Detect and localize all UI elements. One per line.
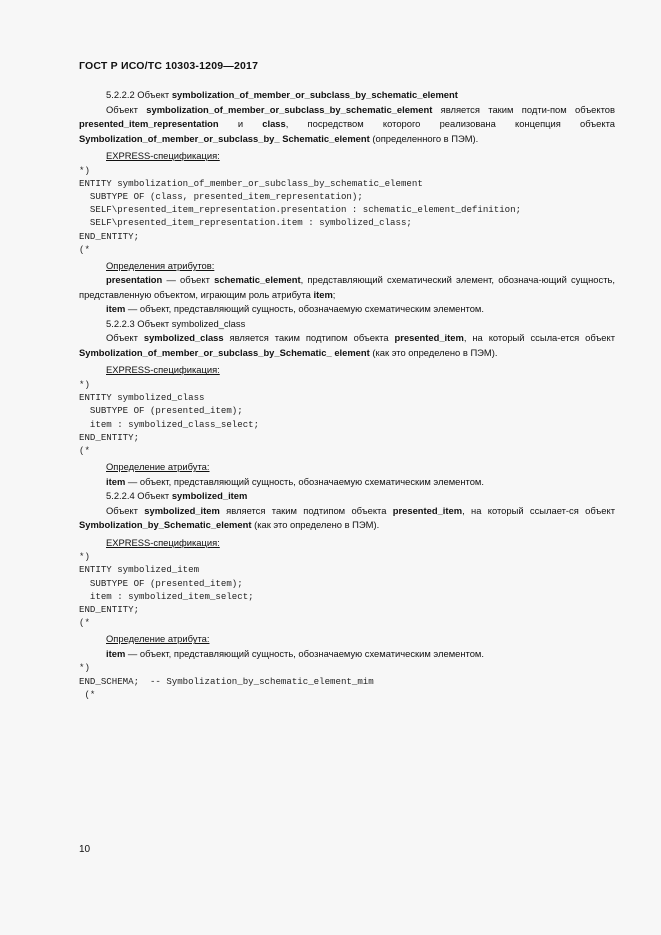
attributes-label: Определения атрибутов: xyxy=(106,259,215,271)
attribute-definition: item — объект, представляющий сущность, обозначаемую схематическим элементом. xyxy=(106,475,484,487)
attribute-definition: item — объект, представляющий сущность, обозначаемую схематическим элементом. xyxy=(106,647,484,659)
heading-text: 5.2.2.2 Объект xyxy=(106,89,172,100)
end-schema-code: *) END_SCHEMA; -- Symbolization_by_schematic_element_mim (* xyxy=(79,662,374,700)
section-heading: 5.2.2.4 Объект symbolized_item xyxy=(106,490,248,502)
paragraph: Объект symbolization_of_member_or_subclass_by_schematic_element является таким подти-пом объектов presented_item_representation и class, посредством которого реализована концепция объекта Symbolization_of_member_or_subclass_by_ Schematic_element (определенного в ПЭМ). xyxy=(79,103,615,144)
section-heading xyxy=(79,88,615,103)
attributes-label: Определение атрибута: xyxy=(106,461,210,473)
attributes-label: Определение атрибута: xyxy=(106,633,210,645)
attribute-definition: presentation — объект schematic_element, представляющий схематический элемент, обознача-ющий сущность, представленную объектом, играющим роль атрибута item; xyxy=(79,274,615,300)
express-code: *) ENTITY symbolized_class SUBTYPE OF (presented_item); item : symbolized_class_select; END_ENTITY; (* xyxy=(79,378,260,456)
paragraph: Объект symbolized_class является таким подтипом объекта presented_item, на который ссыла-ется объект Symbolization_of_member_or_subclass_by_Schematic_ element (как это определено в ПЭМ). xyxy=(79,332,616,358)
express-code: *) ENTITY symbolization_of_member_or_subclass_by_schematic_element SUBTYPE OF (class, presented_item_representation); SELF\presented_item_representation.presentation : schematic_element_definition; SELF\presented_item_representation.item : symbolized_class; END_ENTITY; (* xyxy=(79,164,522,255)
express-label: EXPRESS-спецификация: xyxy=(106,364,220,376)
section-heading: 5.2.2.3 Объект symbolized_class xyxy=(106,317,246,329)
heading-entity: symbolization_of_member_or_subclass_by_schematic_element xyxy=(171,89,458,100)
express-code: *) ENTITY symbolized_item SUBTYPE OF (presented_item); item : symbolized_item_select; END_ENTITY; (* xyxy=(79,551,254,629)
page-header: ГОСТ Р ИСО/ТС 10303-1209—2017 xyxy=(79,60,259,72)
attribute-definition: item — объект, представляющий сущность, обозначаемую схематическим элементом. xyxy=(106,303,484,315)
express-label: EXPRESS-спецификация: xyxy=(106,150,220,161)
paragraph: Объект symbolized_item является таким подтипом объекта presented_item, на который ссылает-ся объект Symbolization_by_Schematic_element (как это определено в ПЭМ). xyxy=(79,504,615,531)
page-number: 10 xyxy=(79,844,91,855)
express-label: EXPRESS-спецификация: xyxy=(106,536,220,548)
page-content xyxy=(79,88,615,701)
